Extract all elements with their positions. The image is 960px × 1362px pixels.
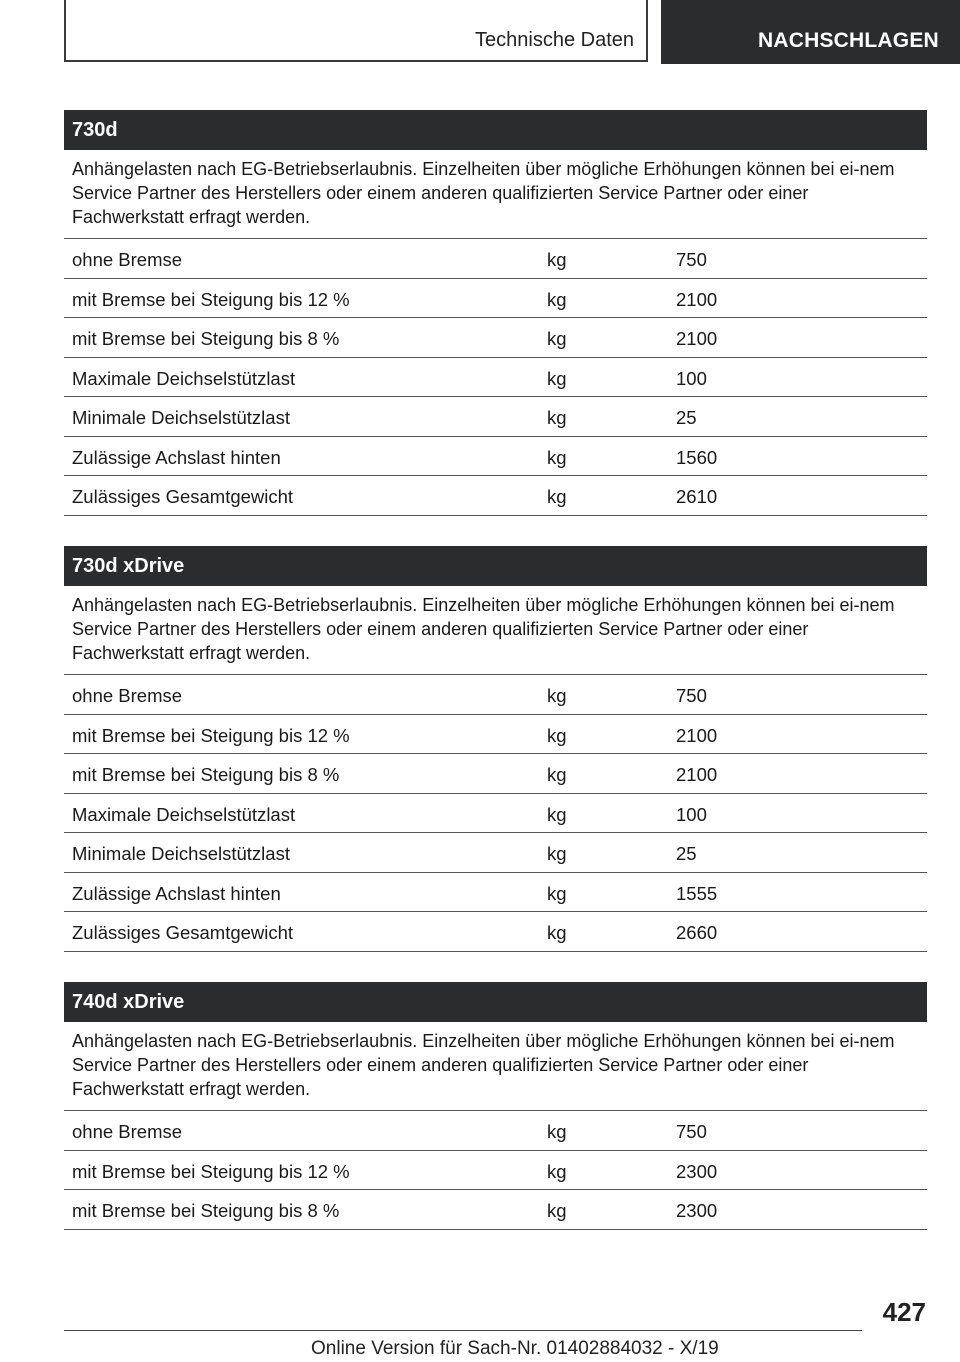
section-note: Anhängelasten nach EG-Betriebserlaubnis. Einzelheiten über mögliche Erhöhungen können bei ei-nem Service Partner des Herstellers oder einem anderen qualifizierten Service Partner oder einer Fachwerkstatt erfragt werden.: [64, 1022, 927, 1111]
row-label: mit Bremse bei Steigung bis 8 %: [72, 328, 340, 349]
section-title: 740d xDrive: [64, 982, 927, 1022]
table-row: [64, 239, 927, 279]
table-row: [64, 833, 927, 873]
row-value: 2300: [676, 1200, 718, 1221]
row-unit: kg: [547, 288, 567, 310]
page-header: [0, 0, 960, 66]
row-label: Zulässige Achslast hinten: [72, 882, 281, 904]
row-value: 750: [676, 685, 707, 706]
row-value: 1560: [676, 446, 718, 468]
section-730d: [64, 110, 927, 516]
footer-divider: [64, 1330, 862, 1331]
row-unit: kg: [547, 1121, 567, 1142]
table-row: [64, 437, 927, 477]
row-label: mit Bremse bei Steigung bis 12 %: [72, 288, 350, 310]
row-label: mit Bremse bei Steigung bis 8 %: [72, 1200, 340, 1221]
table-row: [64, 1111, 927, 1151]
table-row: [64, 279, 927, 319]
row-unit: kg: [547, 486, 567, 507]
row-unit: kg: [547, 843, 567, 864]
row-value: 100: [676, 803, 707, 825]
section-730d-xdrive: [64, 546, 927, 952]
section-740d-xdrive: [64, 982, 927, 1230]
table-row: [64, 794, 927, 834]
row-label: ohne Bremse: [72, 1121, 183, 1142]
row-value: 2300: [676, 1160, 718, 1182]
row-label: Zulässige Achslast hinten: [72, 446, 281, 468]
section-title: 730d xDrive: [64, 546, 927, 586]
section-note: Anhängelasten nach EG-Betriebserlaubnis. Einzelheiten über mögliche Erhöhungen können bei ei-nem Service Partner des Herstellers oder einem anderen qualifizierten Service Partner oder einer Fachwerkstatt erfragt werden.: [64, 150, 927, 239]
row-unit: kg: [547, 803, 567, 825]
row-label: Zulässiges Gesamtgewicht: [72, 922, 294, 943]
row-value: 25: [676, 407, 697, 428]
row-label: mit Bremse bei Steigung bis 12 %: [72, 1160, 350, 1182]
row-unit: kg: [547, 249, 567, 270]
row-value: 750: [676, 249, 707, 270]
row-value: 2100: [676, 288, 718, 310]
table-row: [64, 873, 927, 913]
table-row: [64, 912, 927, 952]
row-unit: kg: [547, 1160, 567, 1182]
row-label: Maximale Deichselstützlast: [72, 803, 296, 825]
row-unit: kg: [547, 922, 567, 943]
row-unit: kg: [547, 328, 567, 349]
row-value: 25: [676, 843, 697, 864]
row-value: 2100: [676, 724, 718, 746]
section-tab-label: Technische Daten: [475, 29, 634, 51]
chapter-tab[interactable]: [661, 0, 960, 64]
section-tab[interactable]: [64, 0, 648, 62]
section-note: Anhängelasten nach EG-Betriebserlaubnis. Einzelheiten über mögliche Erhöhungen können bei ei-nem Service Partner des Herstellers oder einem anderen qualifizierten Service Partner oder einer Fachwerkstatt erfragt werden.: [64, 586, 927, 675]
table-row: [64, 715, 927, 755]
row-unit: kg: [547, 724, 567, 746]
chapter-tab-label: NACHSCHLAGEN: [758, 29, 939, 52]
table-row: [64, 358, 927, 398]
row-unit: kg: [547, 882, 567, 904]
row-unit: kg: [547, 367, 567, 389]
section-title: 730d: [64, 110, 927, 150]
table-row: [64, 1151, 927, 1191]
row-value: 2660: [676, 922, 718, 943]
table-row: [64, 318, 927, 358]
row-label: ohne Bremse: [72, 249, 183, 270]
row-unit: kg: [547, 1200, 567, 1221]
row-value: 2100: [676, 764, 718, 785]
row-value: 1555: [676, 882, 718, 904]
row-label: Zulässiges Gesamtgewicht: [72, 486, 294, 507]
page-number: 427: [882, 1297, 926, 1327]
table-row: [64, 754, 927, 794]
row-label: mit Bremse bei Steigung bis 12 %: [72, 724, 350, 746]
footer-online-version: Online Version für Sach-Nr. 01402884032 - X/19: [311, 1338, 719, 1359]
row-label: ohne Bremse: [72, 685, 183, 706]
row-label: Minimale Deichselstützlast: [72, 843, 290, 864]
row-label: Minimale Deichselstützlast: [72, 407, 290, 428]
row-label: Maximale Deichselstützlast: [72, 367, 296, 389]
table-row: [64, 1190, 927, 1230]
table-row: [64, 675, 927, 715]
table-row: [64, 397, 927, 437]
row-label: mit Bremse bei Steigung bis 8 %: [72, 764, 340, 785]
row-unit: kg: [547, 407, 567, 428]
row-unit: kg: [547, 446, 567, 468]
row-unit: kg: [547, 764, 567, 785]
row-value: 2610: [676, 486, 718, 507]
table-row: [64, 476, 927, 516]
row-value: 2100: [676, 328, 718, 349]
row-unit: kg: [547, 685, 567, 706]
row-value: 100: [676, 367, 707, 389]
row-value: 750: [676, 1121, 707, 1142]
